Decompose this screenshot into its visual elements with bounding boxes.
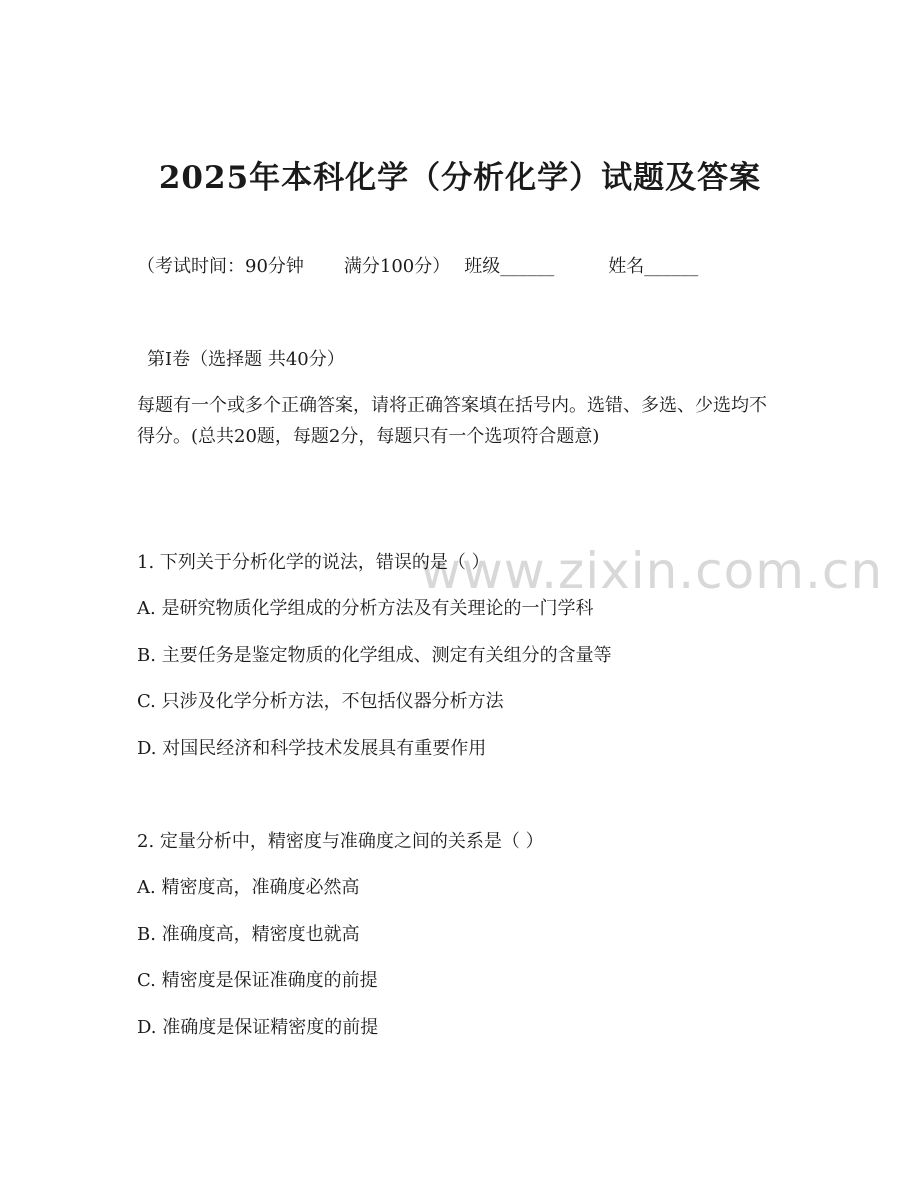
class-field: 班级______ xyxy=(464,256,555,277)
question-2-option-c: C. 精密度是保证准确度的前提 xyxy=(137,970,378,991)
watermark: www.zixin.com.cn xyxy=(420,542,884,600)
question-2-stem: 2. 定量分析中，精密度与准确度之间的关系是（ ） xyxy=(137,831,544,852)
question-1-option-b: B. 主要任务是鉴定物质的化学组成、测定有关组分的含量等 xyxy=(137,645,612,666)
exam-info-line xyxy=(137,252,698,278)
section-heading: 第Ⅰ卷（选择题 共40分） xyxy=(147,349,345,370)
page-title: 2025年本科化学（分析化学）试题及答案 xyxy=(158,160,762,196)
question-2-option-a: A. 精密度高，准确度必然高 xyxy=(137,877,360,898)
instructions-paragraph: 每题有一个或多个正确答案，请将正确答案填在括号内。选错、多选、少选均不得分。(总共20题，每题2分，每题只有一个选项符合题意) xyxy=(137,395,767,447)
exam-time: （考试时间：90分钟 xyxy=(137,256,304,277)
question-1-option-c: C. 只涉及化学分析方法，不包括仪器分析方法 xyxy=(137,691,504,712)
question-2-option-d: D. 准确度是保证精密度的前提 xyxy=(137,1017,379,1038)
name-field: 姓名______ xyxy=(608,256,699,277)
question-1-stem: 1. 下列关于分析化学的说法，错误的是（ ） xyxy=(137,552,490,573)
question-2-option-b: B. 准确度高，精密度也就高 xyxy=(137,924,360,945)
question-1-option-d: D. 对国民经济和科学技术发展具有重要作用 xyxy=(137,738,487,759)
question-1-option-a: A. 是研究物质化学组成的分析方法及有关理论的一门学科 xyxy=(137,598,594,619)
exam-total-score: 满分100分） xyxy=(343,256,451,277)
